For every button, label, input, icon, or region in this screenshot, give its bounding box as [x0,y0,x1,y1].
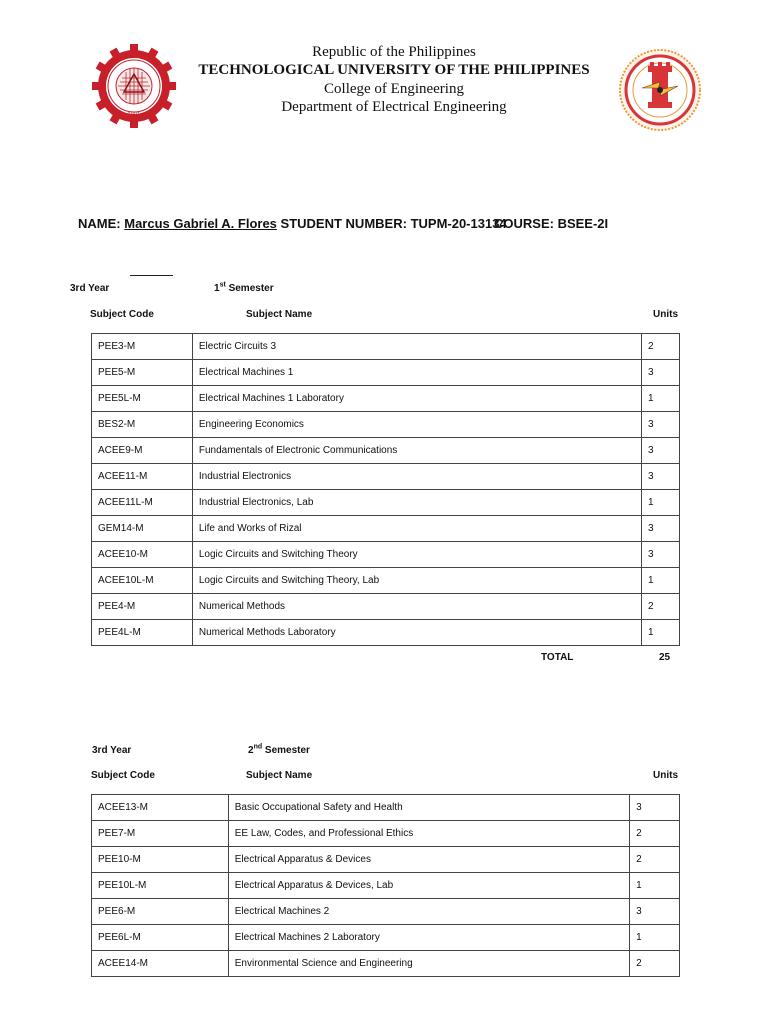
sem1-year: 3rd Year [70,283,110,294]
subject-code-cell: PEE7-M [92,821,229,847]
header-university: TECHNOLOGICAL UNIVERSITY OF THE PHILIPPINES [198,62,590,78]
header-republic: Republic of the Philippines [312,44,476,60]
table-row [92,334,680,360]
subject-name-cell: Logic Circuits and Switching Theory, Lab [192,568,641,594]
subject-name-cell: Environmental Science and Engineering [228,951,629,977]
subject-name-cell: EE Law, Codes, and Professional Ethics [228,821,629,847]
table-row [92,899,680,925]
units-cell: 1 [642,620,680,646]
table-row [92,438,680,464]
student-info [78,216,507,231]
header-department: Department of Electrical Engineering [281,99,507,115]
sem2-year: 3rd Year [92,745,132,756]
sem2-col-units: Units [653,770,678,781]
sem1-col-code: Subject Code [90,309,154,320]
subject-code-cell: ACEE10-M [92,542,193,568]
table-row [92,594,680,620]
subject-name-cell: Electric Circuits 3 [192,334,641,360]
units-cell: 3 [630,795,680,821]
units-cell: 1 [642,490,680,516]
sem2-sem-number: 2 [248,745,254,756]
units-cell: 3 [642,412,680,438]
subject-name-cell: Industrial Electronics, Lab [192,490,641,516]
subject-code-cell: PEE6L-M [92,925,229,951]
units-cell: 1 [630,873,680,899]
table-row [92,516,680,542]
subject-code-cell: PEE3-M [92,334,193,360]
table-row [92,412,680,438]
subject-name-cell: Industrial Electronics [192,464,641,490]
tup-seal-logo [92,44,176,128]
subject-name-cell: Engineering Economics [192,412,641,438]
subject-name-cell: Electrical Machines 2 [228,899,629,925]
name-value: Marcus Gabriel A. Flores [124,216,277,231]
subject-code-cell: GEM14-M [92,516,193,542]
sem2-col-name: Subject Name [246,770,313,781]
sem1-total-label: TOTAL [541,652,574,663]
subject-name-cell: Electrical Machines 2 Laboratory [228,925,629,951]
name-label: NAME: [78,216,121,231]
sem1-sem-number: 1 [214,283,220,294]
units-cell: 2 [642,594,680,620]
table-row [92,360,680,386]
sem1-sem-suffix: st [219,281,226,289]
sem1-semester [214,283,274,294]
subject-name-cell: Life and Works of Rizal [192,516,641,542]
subject-code-cell: ACEE10L-M [92,568,193,594]
course-value: BSEE-2I [557,216,609,231]
sem2-semester [248,745,310,756]
subject-name-cell: Electrical Machines 1 [192,360,641,386]
sem1-total-value: 25 [659,652,671,663]
units-cell: 2 [630,951,680,977]
sem2-sem-word: Semester [264,745,310,756]
sem2-subject-table [91,794,680,977]
table-row [92,847,680,873]
subject-code-cell: ACEE14-M [92,951,229,977]
subject-code-cell: PEE10-M [92,847,229,873]
student-number-label: STUDENT NUMBER: [280,216,407,231]
subject-name-cell: Fundamentals of Electronic Communications [192,438,641,464]
subject-name-cell: Numerical Methods Laboratory [192,620,641,646]
subject-name-cell: Electrical Machines 1 Laboratory [192,386,641,412]
header-college: College of Engineering [324,81,464,97]
course-info [494,216,608,231]
table-row [92,873,680,899]
sem1-subject-table [91,333,680,646]
subject-code-cell: PEE6-M [92,899,229,925]
units-cell: 1 [642,386,680,412]
subject-name-cell: Electrical Apparatus & Devices [228,847,629,873]
subject-name-cell: Numerical Methods [192,594,641,620]
subject-name-cell: Electrical Apparatus & Devices, Lab [228,873,629,899]
subject-code-cell: PEE4L-M [92,620,193,646]
units-cell: 3 [642,438,680,464]
table-row [92,386,680,412]
sem2-col-code: Subject Code [91,770,155,781]
table-row [92,464,680,490]
subject-code-cell: PEE10L-M [92,873,229,899]
subject-code-cell: BES2-M [92,412,193,438]
units-cell: 1 [642,568,680,594]
sem1-col-units: Units [653,309,678,320]
sem1-sem-word: Semester [228,283,274,294]
subject-code-cell: ACEE11-M [92,464,193,490]
subject-code-cell: PEE5-M [92,360,193,386]
course-label: COURSE: [494,216,554,231]
table-row [92,821,680,847]
units-cell: 3 [630,899,680,925]
department-emblem-logo [618,48,702,132]
sem2-sem-suffix: nd [253,743,263,751]
units-cell: 3 [642,360,680,386]
student-number-value: TUPM-20-13134 [410,216,507,231]
seal-year: 1901 [127,112,141,118]
units-cell: 3 [642,516,680,542]
units-cell: 3 [642,464,680,490]
divider-line [130,275,173,276]
table-row [92,795,680,821]
sem1-col-name: Subject Name [246,309,313,320]
subject-code-cell: ACEE11L-M [92,490,193,516]
subject-code-cell: PEE5L-M [92,386,193,412]
table-row [92,951,680,977]
units-cell: 2 [642,334,680,360]
table-row [92,620,680,646]
units-cell: 2 [630,847,680,873]
table-row [92,925,680,951]
subject-name-cell: Basic Occupational Safety and Health [228,795,629,821]
units-cell: 2 [630,821,680,847]
subject-code-cell: ACEE9-M [92,438,193,464]
subject-name-cell: Logic Circuits and Switching Theory [192,542,641,568]
table-row [92,490,680,516]
units-cell: 3 [642,542,680,568]
table-row [92,542,680,568]
subject-code-cell: PEE4-M [92,594,193,620]
units-cell: 1 [630,925,680,951]
subject-code-cell: ACEE13-M [92,795,229,821]
table-row [92,568,680,594]
